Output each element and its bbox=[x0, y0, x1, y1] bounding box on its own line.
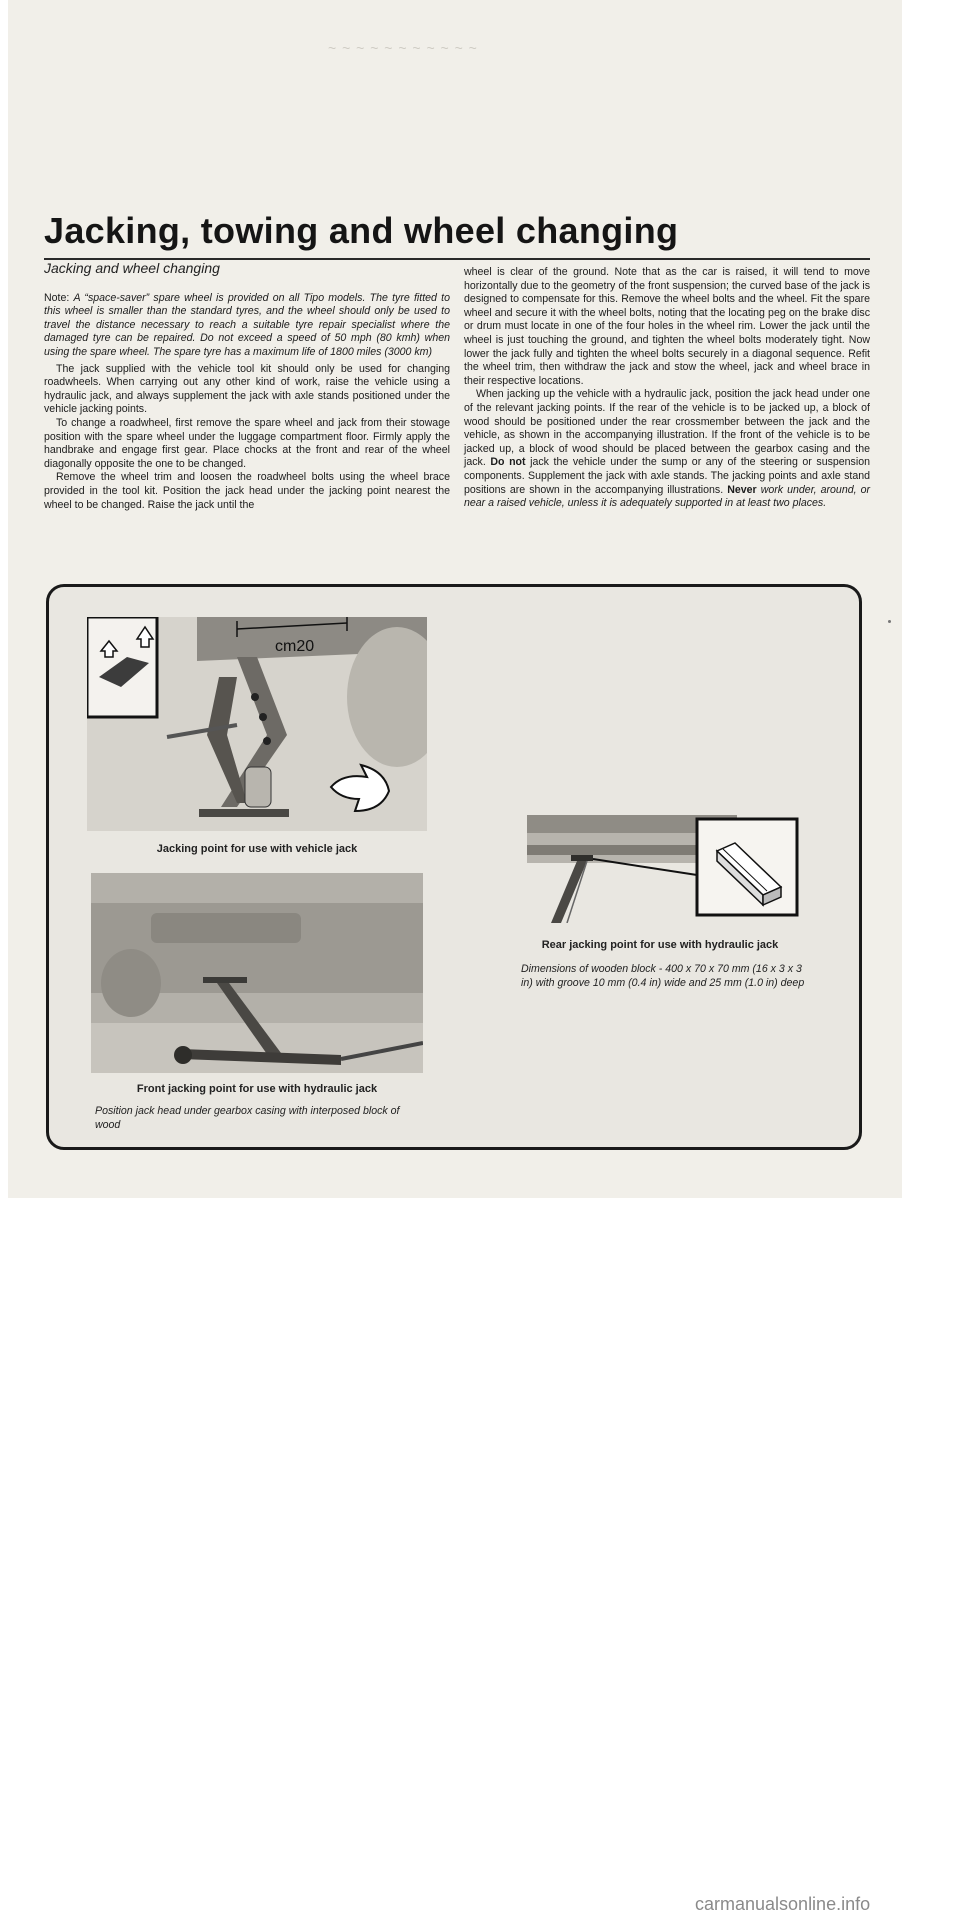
caption-front-detail: Position jack head under gearbox casing with interposed block of wood bbox=[95, 1105, 400, 1131]
right-column bbox=[464, 266, 870, 511]
illustrations-panel bbox=[46, 584, 862, 1150]
caption-rear-detail: Dimensions of wooden block - 400 x 70 x 70 mm (16 x 3 x 3 in) with groove 10 mm (0.4 in) wide and 25 mm (1.0 in) deep bbox=[521, 963, 805, 989]
jack-dimension-label: cm20 bbox=[275, 638, 315, 655]
paragraph-remove-trim: Remove the wheel trim and loosen the roadwheel bolts using the wheel brace provided in the tool kit. Position the jack head under the jacking point nearest the wheel to be changed. Raise the jack until the bbox=[44, 471, 450, 511]
section-subtitle: Jacking and wheel changing bbox=[44, 260, 220, 276]
front-hydraulic-jack-photo bbox=[91, 873, 423, 1073]
caption-vehicle-jack: Jacking point for use with vehicle jack bbox=[156, 843, 358, 855]
paragraph-wheel-clear: wheel is clear of the ground. Note that as the car is raised, it will tend to move horizontally due to the geometry of the front suspension; the curved base of the jack is designed to compensate for this. Remove the wheel bolts and the wheel. Fit the spare wheel and secure it with the wheel bolts, noting that the locating peg on the brake disc or drum must locate in one of the four holes in the wheel rim. Lower the jack until the wheel is just touching the ground, and tighten the wheel bolts moderately tight. Now lower the jack fully and tighten the wheel bolts securely in a diagonal sequence. Refit the wheel trim, then withdraw the jack and stow the wheel, jack and wheel brace in their respective locations. bbox=[464, 266, 870, 387]
paragraph-jack-usage: The jack supplied with the vehicle tool kit should only be used for changing roadwheels. When carrying out any other kind of work, raise the vehicle using a hydraulic jack, and always supplement the jack with axle stands positioned under the vehicle jacking points. bbox=[44, 362, 450, 416]
note-label: Note: bbox=[44, 291, 70, 304]
caption-rear-hydraulic: Rear jacking point for use with hydraulic jack bbox=[541, 939, 779, 951]
vehicle-jack-drawing bbox=[87, 617, 427, 831]
hydraulic-text-a: When jacking up the vehicle with a hydraulic jack, position the jack head under one of the relevant jacking points. If the rear of the vehicle is to be jacked up, a block of wood should be positioned under the rear crossmember between the jack and the vehicle, as shown in the accompanying illustration. If the front of the vehicle is to be jacked up, a block of wood should be placed between the gearbox casing and the jack. bbox=[464, 388, 870, 469]
hydraulic-text-b: jack the vehicle under the sump or any of the steering or suspension components. Supplement the jack with axle stands. The jacking points and axle stand positions are shown in the accompanying illustrations. bbox=[464, 456, 870, 496]
safety-warning: work under, around, or near a raised vehicle, unless it is adequately supported in at least two places. bbox=[464, 483, 871, 510]
note-paragraph bbox=[44, 292, 450, 360]
never-emphasis: Never bbox=[727, 483, 757, 496]
rear-hydraulic-jack-photo bbox=[527, 815, 807, 923]
note-text: A “space-saver” spare wheel is provided on all Tipo models. The tyre fitted to this wheel is smaller than the standard tyres, and the wheel should only be used to travel the distance necessary to reach a suitable tyre repair specialist where the damaged tyre can be repaired. Do not exceed a speed of 50 mph (80 kmh) when using the spare wheel. The spare tyre has a maximum life of 1800 miles (3000 km) bbox=[44, 291, 450, 358]
site-watermark: carmanualsonline.info bbox=[695, 1894, 871, 1914]
manual-page bbox=[8, 0, 902, 1198]
page-title: Jacking, towing and wheel changing bbox=[44, 210, 679, 251]
bleed-through-text: ~ ~ ~ ~ ~ ~ ~ ~ ~ ~ ~ bbox=[328, 40, 478, 56]
front-jack-drawing bbox=[91, 873, 423, 1073]
vehicle-jack-photo bbox=[87, 617, 427, 831]
left-column bbox=[44, 262, 450, 512]
do-not-emphasis: Do not bbox=[490, 456, 526, 469]
scan-speck bbox=[888, 620, 891, 623]
paragraph-change-roadwheel: To change a roadwheel, first remove the spare wheel and jack from their stowage position with the spare wheel under the luggage compartment floor. Firmly apply the handbrake and engage first gear. Place chocks at the front and rear of the wheel diagonally opposite the one to be changed. bbox=[44, 416, 450, 470]
caption-front-hydraulic: Front jacking point for use with hydraulic jack bbox=[136, 1083, 378, 1095]
rear-jack-drawing bbox=[527, 815, 807, 923]
paragraph-hydraulic-jack bbox=[464, 388, 870, 510]
